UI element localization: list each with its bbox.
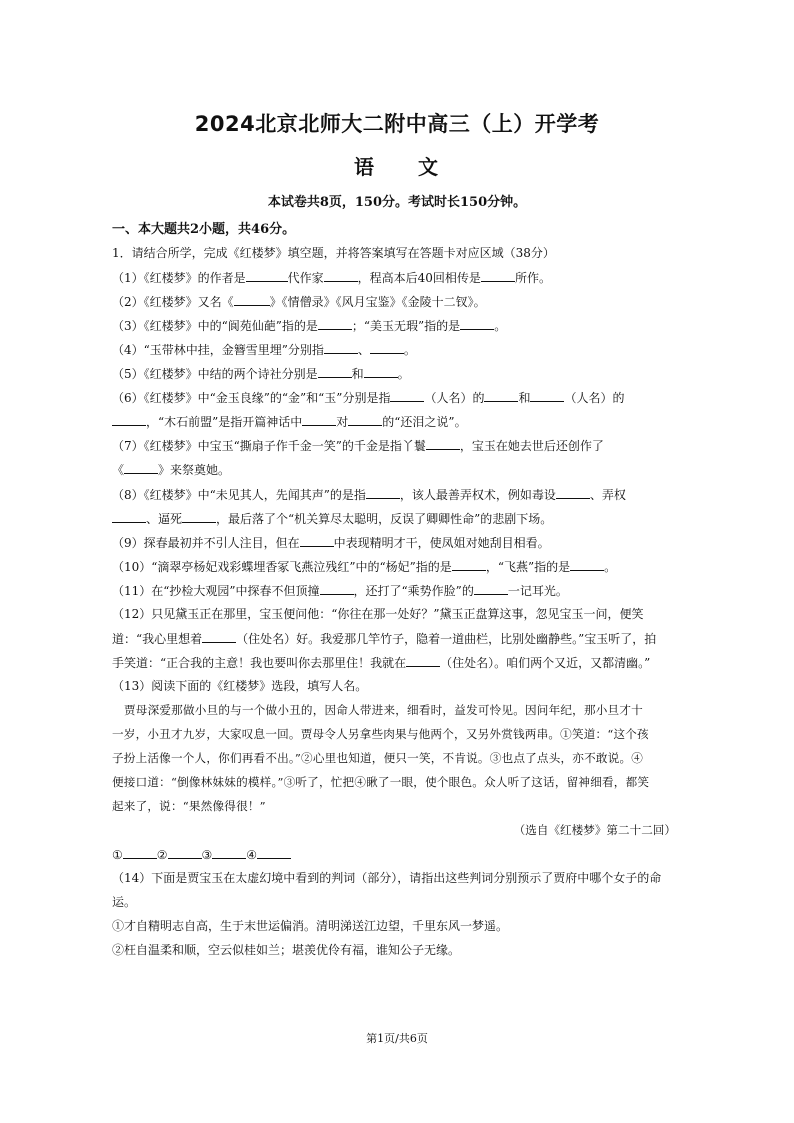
question-item-12-cont: 道：“我心里想着 （住处名）好。我爱那几竿竹子，隐着一道曲栏，比别处幽静些。”宝玉听了，拍: [112, 632, 657, 646]
subject-heading: [0, 151, 794, 180]
question-item-8-cont: 、逼死 ，最后落了个“机关算尽太聪明，反误了卿卿性命”的悲剧下场。: [112, 510, 552, 527]
question-item-14-cont: 运。: [112, 895, 137, 909]
subject-char-1: 语: [354, 155, 376, 179]
question-item-10: （10）“滴翠亭杨妃戏彩蝶埋香冢飞燕泣残红”中的“杨妃”指的是 ，“飞燕”指的是 。: [112, 560, 617, 574]
excerpt-line-1: 贾母深爱那做小旦的与一个做小丑的，因命人带进来，细看时，益发可怜见。因问年纪，那小旦才十: [124, 703, 643, 717]
question-item-13: （13）阅读下面的《红楼梦》选段，填写人名。: [112, 679, 368, 693]
question-item-6: （6）《红楼梦》中“金玉良缘”的“金”和“玉”分别是指 （人名）的 和 （人名）的: [112, 391, 625, 405]
question-item-9: （9）探春最初并不引人注目，但在 中表现精明才干，使凤姐对她刮目相看。: [112, 536, 550, 550]
question-item-1: （1）《红楼梦》的作者是 代作家 ，程高本后40回相传是 所作。: [112, 271, 551, 285]
question-item-3: （3）《红楼梦》中的“阆苑仙葩”指的是 ；“美玉无瑕”指的是 。: [112, 319, 507, 333]
question-item-14: （14）下面是贾宝玉在太虚幻境中看到的判词（部分），请指出这些判词分别预示了贾府中哪个女子的命: [112, 871, 662, 885]
excerpt-line-2: 一岁，小丑才九岁，大家叹息一回。贾母令人另拿些肉果与他两个，又另外赏钱两串。①笑道：“这个孩: [112, 727, 649, 741]
verse-1: ①才自精明志自高，生于末世运偏消。清明涕送江边望，千里东风一梦遥。: [112, 919, 509, 933]
question-stem: 1．请结合所学，完成《红楼梦》填空题，并将答案填写在答题卡对应区域（38分）: [112, 246, 555, 260]
excerpt-line-4: 便接口道：“倒像林妹妹的模样。”③听了，忙把④瞅了一眼，使个眼色。众人听了这话，留神细看，都笑: [112, 775, 650, 789]
page-number: 第1页/共6页: [366, 1032, 428, 1045]
section-heading: 一、本大题共2小题，共46分。: [112, 222, 296, 237]
excerpt-line-3: 子扮上活像一个人，你们再看不出。”②心里也知道，便只一笑，不肯说。③也点了点头，亦不敢说。④: [112, 751, 644, 765]
question-item-5: （5）《红楼梦》中结的两个诗社分别是 和 。: [112, 367, 410, 381]
subject-char-2: 文: [418, 155, 440, 179]
question-item-8: （8）《红楼梦》中“未见其人，先闻其声”的是指 ，该人最善弄权术，例如毒设 、弄权: [112, 488, 626, 502]
excerpt-source: （选自《红楼梦》第二十二回）: [513, 823, 676, 837]
question-item-11: （11）在“抄检大观园”中探春不但顶撞 ，还打了“乘势作脸”的 一记耳光。: [112, 584, 568, 598]
verse-2: ②枉自温柔和顺，空云似桂如兰；堪羡优伶有福，谁知公子无缘。: [112, 943, 461, 957]
question-item-12-cont2: 手笑道：“正合我的主意！我也要叫你去那里住！我就在 （住处名）。咱们两个又近，又都清幽。”: [112, 656, 651, 670]
question-item-4: （4）“玉带林中挂，金簪雪里埋”分别指 、 。: [112, 343, 416, 357]
question-item-12: （12）只见黛玉正在那里，宝玉便问他：“你往在那一处好？”黛玉正盘算这事，忽见宝玉一问，便笑: [112, 607, 644, 621]
question-item-6-cont: ，“木石前盟”是指开篇神话中 对 的“还泪之说”。: [112, 413, 467, 430]
question-item-2: （2）《红楼梦》又名《 》《情僧录》《风月宝鉴》《金陵十二钗》。: [112, 295, 486, 309]
exam-notice: 本试卷共8页，150分。考试时长150分钟。: [267, 195, 527, 210]
question-item-7-cont: 《 》来祭奠她。: [112, 463, 231, 477]
question-item-7: （7）《红楼梦》中宝玉“撕扇子作千金一笑”的千金是指丫鬟 ，宝玉在她去世后还创作了: [112, 439, 604, 453]
question-item-13-blanks: ① ② ③ ④: [112, 846, 291, 863]
excerpt-line-5: 起来了，说：“果然像得很！”: [112, 799, 266, 813]
exam-title: 2024北京北师大二附中高三（上）开学考: [194, 112, 600, 136]
